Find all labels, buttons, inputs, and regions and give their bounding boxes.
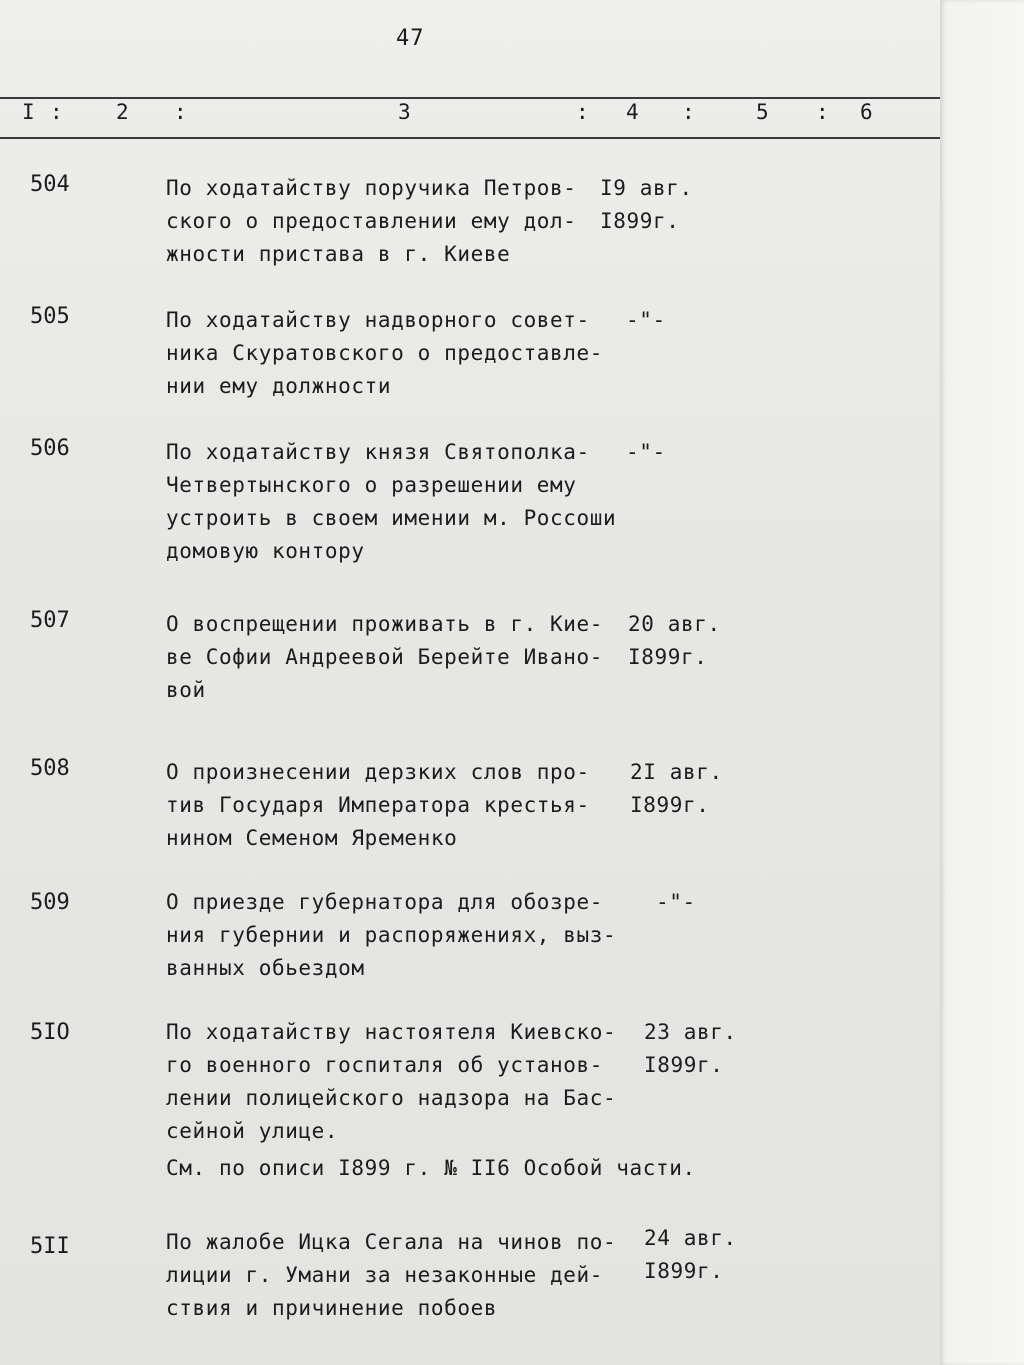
ditto-mark: -"- (656, 890, 696, 914)
entry-line: ника Скуратовского о предоставле- (166, 341, 604, 365)
entry-line: жности пристава в г. Киеве (166, 242, 511, 266)
entry-date-day: I9 авг. (600, 176, 693, 200)
column-header-4: 4 (626, 100, 639, 124)
entry-line: нии ему должности (166, 374, 392, 398)
entry-line: По ходатайству настоятеля Киевско- (166, 1020, 617, 1044)
entry-description (166, 756, 636, 855)
entry-description (166, 608, 636, 707)
entry-date (644, 1222, 737, 1288)
entry-date-year: I899г. (644, 1259, 724, 1283)
entry-date-year: I899г. (600, 209, 680, 233)
entry-number: 505 (30, 304, 70, 329)
entry-line: О приезде губернатора для обозре- (166, 890, 604, 914)
entry-line: ве Софии Андреевой Берейте Ивано- (166, 645, 604, 669)
entry-date-ditto (626, 436, 666, 469)
cross-reference-note: См. по описи I899 г. № II6 Особой части. (166, 1156, 696, 1180)
entry-date-ditto (656, 886, 696, 919)
entry-line: ния губернии и распоряжениях, выз- (166, 923, 617, 947)
entry-description (166, 436, 636, 568)
entry-date-day: 20 авг. (628, 612, 721, 636)
entry-date-year: I899г. (628, 645, 708, 669)
entry-number: 506 (30, 436, 70, 461)
entry-description (166, 1016, 636, 1148)
entry-date-day: 23 авг. (644, 1020, 737, 1044)
entry-number: 504 (30, 172, 70, 197)
column-header-1: I (22, 100, 35, 124)
ditto-mark: -"- (626, 440, 666, 464)
entry-date (600, 172, 693, 238)
entry-date-day: 24 авг. (644, 1226, 737, 1250)
entry-line: О произнесении дерзких слов про- (166, 760, 590, 784)
entry-date-year: I899г. (630, 793, 710, 817)
entry-line: домовую контору (166, 539, 365, 563)
entry-date-ditto (626, 304, 666, 337)
entry-number: 507 (30, 608, 70, 633)
entry-line: ванных обьездом (166, 956, 365, 980)
column-header-3: 3 (398, 100, 411, 124)
header-bottom-rule (0, 137, 940, 139)
column-header-sep: : (816, 100, 829, 124)
entry-line: По жалобе Ицка Сегала на чинов по- (166, 1230, 617, 1254)
entry-line: По ходатайству надворного совет- (166, 308, 590, 332)
column-header-sep: : (576, 100, 589, 124)
entry-number: 5IO (30, 1020, 70, 1045)
entry-date (644, 1016, 737, 1082)
column-header-sep: : (174, 100, 187, 124)
underlying-page-edge (940, 0, 1024, 1365)
entry-line: Четвертынского о разрешении ему (166, 473, 577, 497)
entry-line: О воспрещении проживать в г. Кие- (166, 612, 604, 636)
entry-description (166, 1226, 636, 1325)
entry-line: ского о предоставлении ему дол- (166, 209, 577, 233)
entry-line: лиции г. Умани за незаконные дей- (166, 1263, 604, 1287)
column-header-sep: : (50, 100, 63, 124)
entry-number: 509 (30, 890, 70, 915)
ditto-mark: -"- (626, 308, 666, 332)
entry-description (166, 304, 636, 403)
entry-description (166, 172, 636, 271)
entry-line: сейной улице. (166, 1119, 339, 1143)
entry-number: 508 (30, 756, 70, 781)
entry-description (166, 886, 636, 985)
entry-line: По ходатайству поручика Петров- (166, 176, 577, 200)
entry-line: ствия и причинение побоев (166, 1296, 498, 1320)
entry-line: вой (166, 678, 206, 702)
column-header-2: 2 (116, 100, 129, 124)
entry-date (628, 608, 721, 674)
header-top-rule (0, 97, 940, 99)
entry-date-day: 2I авг. (630, 760, 723, 784)
entry-date-year: I899г. (644, 1053, 724, 1077)
entry-line: тив Государя Императора крестья- (166, 793, 590, 817)
entry-line: го военного госпиталя об установ- (166, 1053, 604, 1077)
entry-line: лении полицейского надзора на Бас- (166, 1086, 617, 1110)
entry-date (630, 756, 723, 822)
column-header-sep: : (682, 100, 695, 124)
column-header-6: 6 (860, 100, 873, 124)
entry-number: 5II (30, 1234, 70, 1259)
page-number: 47 (396, 26, 425, 51)
entry-line: По ходатайству князя Святополка- (166, 440, 590, 464)
entry-line: нином Семеном Яременко (166, 826, 458, 850)
column-header-5: 5 (756, 100, 769, 124)
entry-line: устроить в своем имении м. Россоши (166, 506, 617, 530)
